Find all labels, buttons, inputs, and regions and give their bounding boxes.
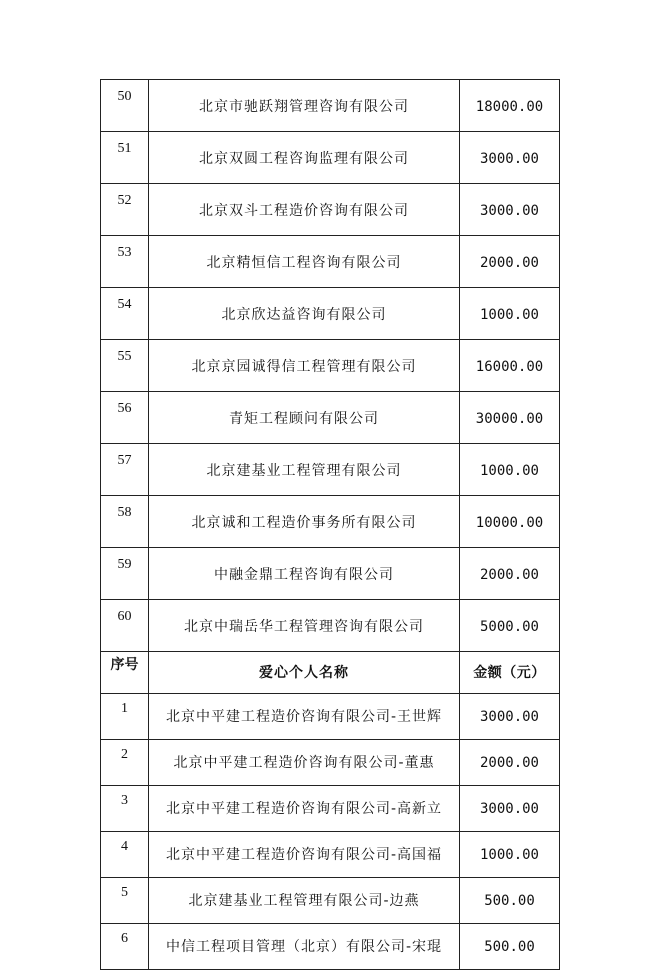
- seq-cell: 59: [101, 548, 149, 600]
- company-name-cell: 北京欣达益咨询有限公司: [149, 288, 460, 340]
- individual-header-row: [101, 652, 560, 694]
- amount-cell: 10000.00: [460, 496, 560, 548]
- seq-cell: 2: [101, 740, 149, 786]
- table-row: [101, 924, 560, 970]
- individual-name-cell: 中信工程项目管理（北京）有限公司-宋琨: [149, 924, 460, 970]
- amount-cell: 1000.00: [460, 444, 560, 496]
- amount-cell: 1000.00: [460, 288, 560, 340]
- amount-cell: 3000.00: [460, 786, 560, 832]
- individual-name-cell: 北京中平建工程造价咨询有限公司-高新立: [149, 786, 460, 832]
- amount-cell: 16000.00: [460, 340, 560, 392]
- seq-cell: 6: [101, 924, 149, 970]
- table-row: [101, 786, 560, 832]
- table-row: [101, 236, 560, 288]
- seq-cell: 56: [101, 392, 149, 444]
- table-row: [101, 694, 560, 740]
- company-name-cell: 青矩工程顾问有限公司: [149, 392, 460, 444]
- table-row: [101, 132, 560, 184]
- seq-cell: 50: [101, 80, 149, 132]
- company-name-cell: 北京双圆工程咨询监理有限公司: [149, 132, 460, 184]
- table-row: [101, 832, 560, 878]
- amount-cell: 2000.00: [460, 548, 560, 600]
- amount-cell: 5000.00: [460, 600, 560, 652]
- seq-cell: 58: [101, 496, 149, 548]
- seq-cell: 57: [101, 444, 149, 496]
- amount-cell: 500.00: [460, 878, 560, 924]
- amount-cell: 3000.00: [460, 694, 560, 740]
- amount-cell: 1000.00: [460, 832, 560, 878]
- seq-cell: 5: [101, 878, 149, 924]
- seq-cell: 4: [101, 832, 149, 878]
- seq-cell: 1: [101, 694, 149, 740]
- individual-name-cell: 北京中平建工程造价咨询有限公司-董惠: [149, 740, 460, 786]
- table-row: [101, 600, 560, 652]
- individual-name-cell: 北京中平建工程造价咨询有限公司-高国福: [149, 832, 460, 878]
- table-row: [101, 740, 560, 786]
- amount-cell: 3000.00: [460, 184, 560, 236]
- seq-cell: 60: [101, 600, 149, 652]
- table-row: [101, 548, 560, 600]
- amount-cell: 30000.00: [460, 392, 560, 444]
- seq-cell: 55: [101, 340, 149, 392]
- individual-name-cell: 北京中平建工程造价咨询有限公司-王世辉: [149, 694, 460, 740]
- donation-table: [100, 79, 560, 970]
- header-seq: 序号: [101, 652, 149, 694]
- amount-cell: 2000.00: [460, 740, 560, 786]
- company-name-cell: 北京市驰跃翔管理咨询有限公司: [149, 80, 460, 132]
- company-name-cell: 北京中瑞岳华工程管理咨询有限公司: [149, 600, 460, 652]
- individual-name-cell: 北京建基业工程管理有限公司-边燕: [149, 878, 460, 924]
- table-row: [101, 496, 560, 548]
- amount-cell: 3000.00: [460, 132, 560, 184]
- company-name-cell: 北京京园诚得信工程管理有限公司: [149, 340, 460, 392]
- table-row: [101, 392, 560, 444]
- table-row: [101, 184, 560, 236]
- header-name: 爱心个人名称: [149, 652, 460, 694]
- company-name-cell: 中融金鼎工程咨询有限公司: [149, 548, 460, 600]
- amount-cell: 500.00: [460, 924, 560, 970]
- table-row: [101, 288, 560, 340]
- table-row: [101, 878, 560, 924]
- table-row: [101, 80, 560, 132]
- company-name-cell: 北京建基业工程管理有限公司: [149, 444, 460, 496]
- header-amount: 金额（元）: [460, 652, 560, 694]
- seq-cell: 51: [101, 132, 149, 184]
- seq-cell: 52: [101, 184, 149, 236]
- company-name-cell: 北京精恒信工程咨询有限公司: [149, 236, 460, 288]
- table-row: [101, 340, 560, 392]
- company-name-cell: 北京双斗工程造价咨询有限公司: [149, 184, 460, 236]
- seq-cell: 54: [101, 288, 149, 340]
- seq-cell: 53: [101, 236, 149, 288]
- amount-cell: 2000.00: [460, 236, 560, 288]
- table-row: [101, 444, 560, 496]
- seq-cell: 3: [101, 786, 149, 832]
- amount-cell: 18000.00: [460, 80, 560, 132]
- company-name-cell: 北京诚和工程造价事务所有限公司: [149, 496, 460, 548]
